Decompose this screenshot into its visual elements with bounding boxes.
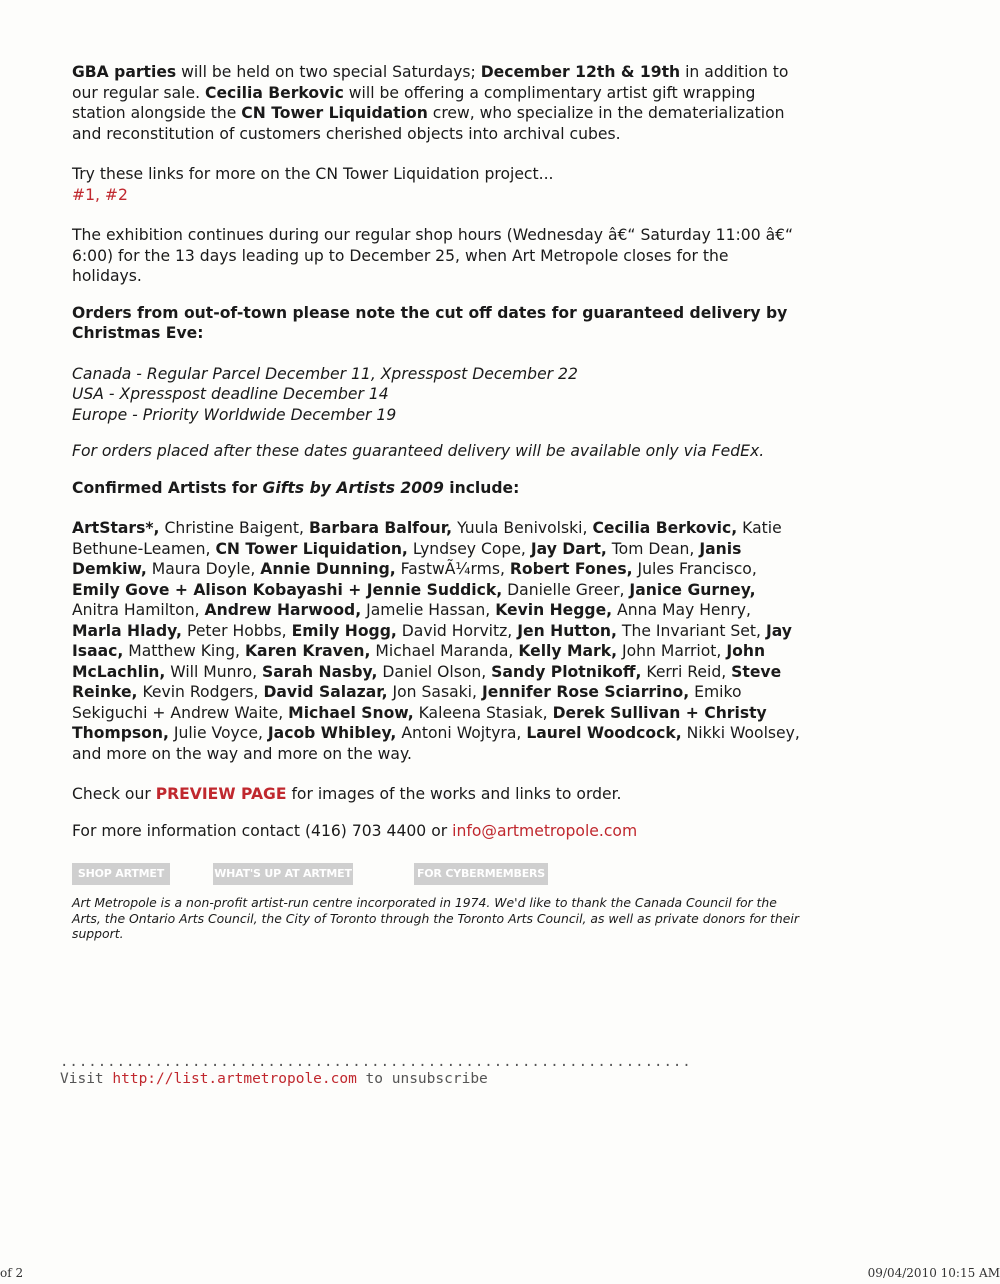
artist-name: Anna May Henry, — [617, 601, 751, 619]
confirmed-heading: Confirmed Artists for Gifts by Artists 2009 include: — [72, 478, 520, 497]
artist-name: Lyndsey Cope, — [412, 539, 526, 558]
link-2[interactable]: #2 — [104, 185, 128, 204]
footer-note: Art Metropole is a non-profit artist-run centre incorporated in 1974. We'd like to thank the Canada Council for the Arts, the Ontario Arts Council, the City of Toronto through the Toronto Arts Council, as well as private donors for their support. — [72, 895, 799, 941]
artist-name: Yuula Benivolski, — [457, 519, 588, 537]
artist-name: Michael Snow, — [288, 703, 414, 722]
deadline-europe: Europe - Priority Worldwide December 19 — [72, 405, 397, 424]
artist-name: Christine Baigent, — [164, 519, 305, 537]
orders-heading: Orders from out-of-town please note the cut off dates for guaranteed delivery by Christmas Eve: — [72, 303, 788, 342]
shop-artmet-button[interactable]: SHOP ARTMET — [72, 863, 170, 885]
artist-name: Maura Doyle, — [151, 560, 256, 578]
nav-buttons — [72, 863, 802, 885]
preview-paragraph: Check our PREVIEW PAGE for images of the works and links to order. — [72, 785, 622, 803]
artist-name: Will Munro, — [170, 662, 258, 681]
deadlines-list — [72, 364, 802, 426]
artist-name: Annie Dunning, — [260, 560, 396, 578]
artist-name: Kelly Mark, — [518, 642, 618, 660]
artist-cn-tower: CN Tower Liquidation — [241, 104, 428, 122]
unsubscribe-line: Visit http://list.artmetropole.com to unsubscribe — [60, 1071, 488, 1087]
artist-name: Karen Kraven, — [244, 642, 371, 660]
artist-name: Kerri Reid, — [646, 662, 727, 681]
print-timestamp: 09/04/2010 10:15 AM — [867, 1266, 1000, 1280]
artist-name: Andrew Harwood, — [204, 601, 362, 619]
artist-name: Emily Hogg, — [291, 621, 397, 640]
artist-name: Kevin Rodgers, — [142, 683, 259, 701]
deadline-usa: USA - Xpresspost deadline December 14 — [72, 385, 389, 403]
divider-dots: ................................................................... — [60, 1054, 692, 1070]
artist-name: Antoni Wojtyra, — [401, 724, 522, 742]
artist-name: Matthew King, — [128, 642, 240, 660]
artist-name: Barbara Balfour, — [308, 519, 453, 537]
artist-name: Emily Gove + Alison Kobayashi + Jennie Suddick, — [72, 580, 503, 599]
preview-page-link[interactable]: PREVIEW PAGE — [155, 785, 287, 803]
artist-name: Jules Francisco, — [637, 560, 757, 578]
fedex-note: For orders placed after these dates guaranteed delivery will be available only via FedEx. — [72, 442, 765, 460]
links-paragraph: Try these links for more on the CN Tower Liquidation project... #1, #2 — [72, 165, 554, 204]
intro-paragraph: GBA parties will be held on two special Saturdays; December 12th & 19th in addition to our regular sale. Cecilia Berkovic will be offering a complimentary artist gift wrapping station alongside the CN Tower Liquidation crew, who specialize in the dematerialization and reconstitution of customers cherished objects into archival cubes. — [72, 63, 789, 143]
artist-name: Jen Hutton, — [517, 621, 617, 640]
artist-name: ArtStars*, — [72, 519, 160, 537]
cybermembers-button[interactable]: FOR CYBERMEMBERS — [414, 863, 548, 885]
artist-name: Jay Dart, — [530, 539, 607, 558]
artist-name: Jamelie Hassan, — [366, 601, 491, 619]
artist-name: Sarah Nasby, — [262, 662, 378, 681]
artist-name: Julie Voyce, — [173, 724, 263, 742]
artist-name: Nikki Woolsey, and more on the way and more on the way. — [72, 724, 800, 763]
artist-name: Jennifer Rose Sciarrino, — [481, 683, 690, 701]
unsubscribe-link[interactable]: http://list.artmetropole.com — [112, 1071, 357, 1087]
artist-name: David Salazar, — [263, 683, 388, 701]
artist-name: John McLachlin, — [72, 642, 766, 681]
artist-name: Michael Maranda, — [375, 642, 514, 660]
artist-name: Sandy Plotnikoff, — [491, 662, 642, 681]
artist-name: Cecilia Berkovic, — [592, 519, 738, 537]
artist-name: Marla Hlady, — [72, 621, 182, 640]
party-dates: December 12th & 19th — [480, 63, 681, 81]
artist-name: Jon Sasaki, — [392, 683, 477, 701]
artist-name: Peter Hobbs, — [186, 621, 287, 640]
email-body — [72, 62, 802, 942]
artist-name: Kevin Hegge, — [495, 601, 613, 619]
artist-name: Jay Isaac, — [72, 621, 792, 660]
artist-name: The Invariant Set, — [621, 621, 761, 640]
page-count: of 2 — [0, 1266, 24, 1280]
artist-name: Daniel Olson, — [382, 662, 487, 681]
artist-name: Danielle Greer, — [507, 580, 625, 599]
artist-name: Steve Reinke, — [72, 662, 782, 701]
artist-name: Emiko Sekiguchi + Andrew Waite, — [72, 683, 742, 722]
artist-name: Janice Gurney, — [629, 580, 756, 599]
whats-up-button[interactable]: WHAT'S UP AT ARTMET — [213, 863, 353, 885]
artist-name: CN Tower Liquidation, — [215, 539, 408, 558]
artist-name: Katie Bethune-Leamen, — [72, 519, 782, 558]
deadline-canada: Canada - Regular Parcel December 11, Xpresspost December 22 — [72, 364, 578, 383]
artist-name: David Horvitz, — [401, 621, 513, 640]
link-1[interactable]: #1 — [72, 185, 95, 204]
artist-name: FastwÃ¼rms, — [400, 560, 505, 578]
artist-name: Robert Fones, — [509, 560, 633, 578]
artist-name: Laurel Woodcock, — [526, 724, 682, 742]
artist-name: Kaleena Stasiak, — [418, 703, 548, 722]
artist-name: Jacob Whibley, — [267, 724, 397, 742]
artist-name: Tom Dean, — [611, 539, 695, 558]
email-link[interactable]: info@artmetropole.com — [452, 821, 638, 840]
artist-name: Janis Demkiw, — [72, 539, 742, 578]
hours-paragraph: The exhibition continues during our regular shop hours (Wednesday â€“ Saturday 11:00 â€“ 6:00) for the 13 days leading up to December 25, when Art Metropole closes for the holidays. — [72, 226, 794, 285]
contact-paragraph: For more information contact (416) 703 4400 or info@artmetropole.com — [72, 821, 638, 840]
gba-parties: GBA parties — [72, 63, 177, 81]
artist-name: Anitra Hamilton, — [72, 601, 200, 619]
artist-name: Derek Sullivan + Christy Thompson, — [72, 703, 767, 742]
artist-name: John Marriot, — [622, 642, 722, 660]
artist-list — [72, 518, 802, 764]
artist-cecilia: Cecilia Berkovic — [205, 83, 344, 102]
